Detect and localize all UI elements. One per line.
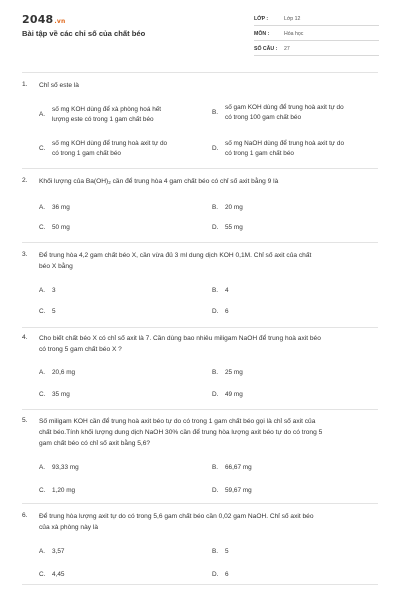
option-c[interactable]: C. 50 mg: [39, 224, 70, 231]
question-3: 3. Để trung hòa 4,2 gam chất béo X, cần vừa đủ 3 ml dung dịch KOH 0,1M. Chỉ số axit của chất béo X bằng A. 3 B. 4 C. 5 D. 6: [22, 251, 378, 326]
site-logo[interactable]: 2048.vn: [22, 13, 66, 26]
question-text: Khối lượng của $Ba(OH)_2$ cần để trung hòa 4 gam chất béo có chỉ số axit bằng 9 là: [39, 178, 279, 185]
option-c[interactable]: C. 5: [39, 308, 56, 315]
option-a[interactable]: A. 3,57: [39, 548, 65, 555]
option-d[interactable]: D. 49 mg: [212, 391, 243, 398]
option-c[interactable]: C. 1,20 mg: [39, 487, 76, 494]
option-b[interactable]: B. 20 mg: [212, 204, 243, 211]
meta-value: 27: [284, 46, 290, 52]
question-6: 6. Để trung hòa lượng axit tự do có trong 5,6 gam chất béo cần 0,02 gam NaOH. Chỉ số axit béo của xà phòng này là A. 3,57 B. 5 C. 4,45 D. 6: [22, 512, 378, 587]
question-divider: [22, 584, 378, 585]
question-2: [22, 177, 378, 247]
question-divider: [22, 503, 378, 504]
question-number: 4.: [22, 334, 28, 341]
option-d[interactable]: D. 6: [212, 308, 229, 315]
meta-question-count: [254, 43, 379, 56]
option-a[interactable]: A. 20,6 mg: [39, 369, 76, 376]
option-d[interactable]: D. số mg NaOH dùng để trung hoà axit tự do có trong 1 gam chất béo: [212, 140, 345, 157]
option-d[interactable]: D. 6: [212, 571, 229, 578]
question-number: 1.: [22, 81, 28, 88]
question-divider: [22, 242, 378, 243]
question-text: Chỉ số este là: [39, 82, 79, 89]
meta-label: SỐ CÂU :: [254, 46, 278, 52]
question-4: 4. Cho biết chất béo X có chỉ số axit là 7. Cần dùng bao nhiêu miligam NaOH để trung hoà axit béo có trong 5 gam chất béo X ? A. 20,6 mg B. 25 mg C. 35 mg D. 49 mg: [22, 334, 378, 409]
option-c[interactable]: C. 4,45: [39, 571, 65, 578]
option-a[interactable]: A. số mg KOH dùng để xà phòng hoá hết lượng este có trong 1 gam chất béo: [39, 106, 162, 123]
question-number: 3.: [22, 251, 28, 258]
question-divider: [22, 409, 378, 410]
option-d[interactable]: D. 55 mg: [212, 224, 243, 231]
meta-label: LỚP :: [254, 16, 269, 22]
option-a[interactable]: A. 93,33 mg: [39, 464, 79, 471]
document-title: Bài tập về các chỉ số của chất béo: [22, 29, 146, 38]
header-divider: [22, 72, 378, 73]
option-b[interactable]: B. 25 mg: [212, 369, 243, 376]
option-c[interactable]: C. số mg KOH dùng để trung hoà axit tự do có trong 1 gam chất béo: [39, 140, 168, 157]
meta-class: [254, 13, 379, 26]
option-b[interactable]: B. 4: [212, 287, 229, 294]
option-a[interactable]: A. 36 mg: [39, 204, 70, 211]
meta-label: MÔN :: [254, 31, 270, 37]
option-d[interactable]: D. 59,67 mg: [212, 487, 252, 494]
question-number: 2.: [22, 177, 28, 184]
meta-value: Lớp 12: [284, 16, 301, 22]
option-a[interactable]: A. 3: [39, 287, 56, 294]
option-b[interactable]: B. số gam KOH dùng để trung hoà axit tự do có trong 100 gam chất béo: [212, 104, 344, 121]
option-c[interactable]: C. 35 mg: [39, 391, 70, 398]
question-divider: [22, 168, 378, 169]
meta-value: Hóa học: [284, 31, 304, 37]
option-b[interactable]: B. 5: [212, 548, 229, 555]
question-number: 5.: [22, 417, 28, 424]
question-1: [22, 81, 378, 171]
page-header: [0, 0, 400, 72]
question-5: 5. Số miligam KOH cần để trung hoà axit béo tự do có trong 1 gam chất béo gọi là chỉ số axit của chất béo.Tính khối lượng dung dịch NaOH 30% cần để trung hòa lượng axit béo tự do có trong 5 gam chất béo có chỉ số axit bằng 5,6? A. 93,33 mg B. 66,67 mg C. 1,20 mg D. 59,67 mg: [22, 417, 378, 507]
meta-subject: [254, 28, 379, 41]
option-b[interactable]: B. 66,67 mg: [212, 464, 252, 471]
question-number: 6.: [22, 512, 28, 519]
question-divider: [22, 327, 378, 328]
